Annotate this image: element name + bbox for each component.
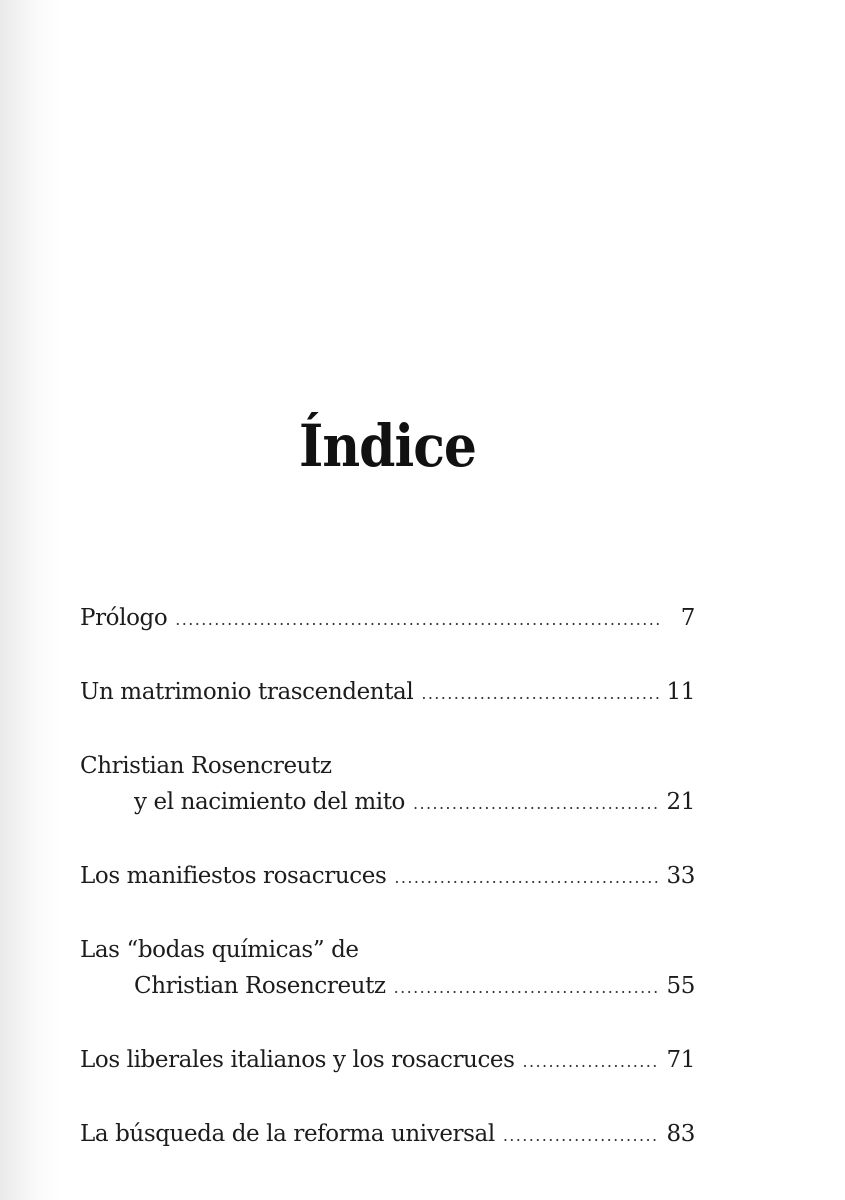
toc-entry-line <box>80 784 695 822</box>
toc-entry-line <box>80 968 695 1006</box>
toc-entry-title: Los manifiestos rosacruces <box>80 863 387 889</box>
toc-entry-line <box>80 932 695 968</box>
toc-entry-title: Prólogo <box>80 605 168 631</box>
dot-leader <box>394 860 659 896</box>
toc-entry-title: Las “bodas químicas” de <box>80 937 359 963</box>
toc-entry-matrimonio <box>80 674 695 712</box>
toc-page-number: 7 <box>680 605 695 631</box>
toc-entry-line <box>80 748 695 784</box>
dot-leader <box>421 676 659 712</box>
toc-entry-line <box>80 858 695 896</box>
toc-entry-prologo <box>80 600 695 638</box>
toc-entry-line <box>80 1116 695 1154</box>
toc-page-number: 33 <box>666 863 695 889</box>
table-of-contents <box>80 600 695 1154</box>
toc-entry-reforma-universal <box>80 1116 695 1154</box>
toc-entry-title: Christian Rosencreutz <box>80 753 332 779</box>
dot-leader <box>503 1118 659 1154</box>
toc-entry-title: Los liberales italianos y los rosacruces <box>80 1047 515 1073</box>
toc-entry-christian-rosencreutz <box>80 748 695 822</box>
dot-leader <box>394 970 659 1006</box>
toc-entry-bodas-quimicas <box>80 932 695 1006</box>
toc-entry-line <box>80 1042 695 1080</box>
toc-entry-line <box>80 600 695 638</box>
dot-leader <box>175 602 659 638</box>
toc-page-number: 21 <box>666 789 695 815</box>
toc-page-number: 71 <box>666 1047 695 1073</box>
toc-entry-subtitle: Christian Rosencreutz <box>134 973 386 999</box>
toc-entry-subtitle: y el nacimiento del mito <box>134 789 405 815</box>
toc-entry-title: La búsqueda de la reforma universal <box>80 1121 495 1147</box>
toc-entry-manifiestos <box>80 858 695 896</box>
toc-entry-title: Un matrimonio trascendental <box>80 679 414 705</box>
dot-leader <box>413 786 659 822</box>
index-title: Índice <box>299 412 476 481</box>
toc-page-number: 11 <box>666 679 695 705</box>
dot-leader <box>523 1044 659 1080</box>
toc-page-number: 83 <box>666 1121 695 1147</box>
toc-page-number: 55 <box>666 973 695 999</box>
toc-entry-line <box>80 674 695 712</box>
toc-entry-liberales-italianos <box>80 1042 695 1080</box>
